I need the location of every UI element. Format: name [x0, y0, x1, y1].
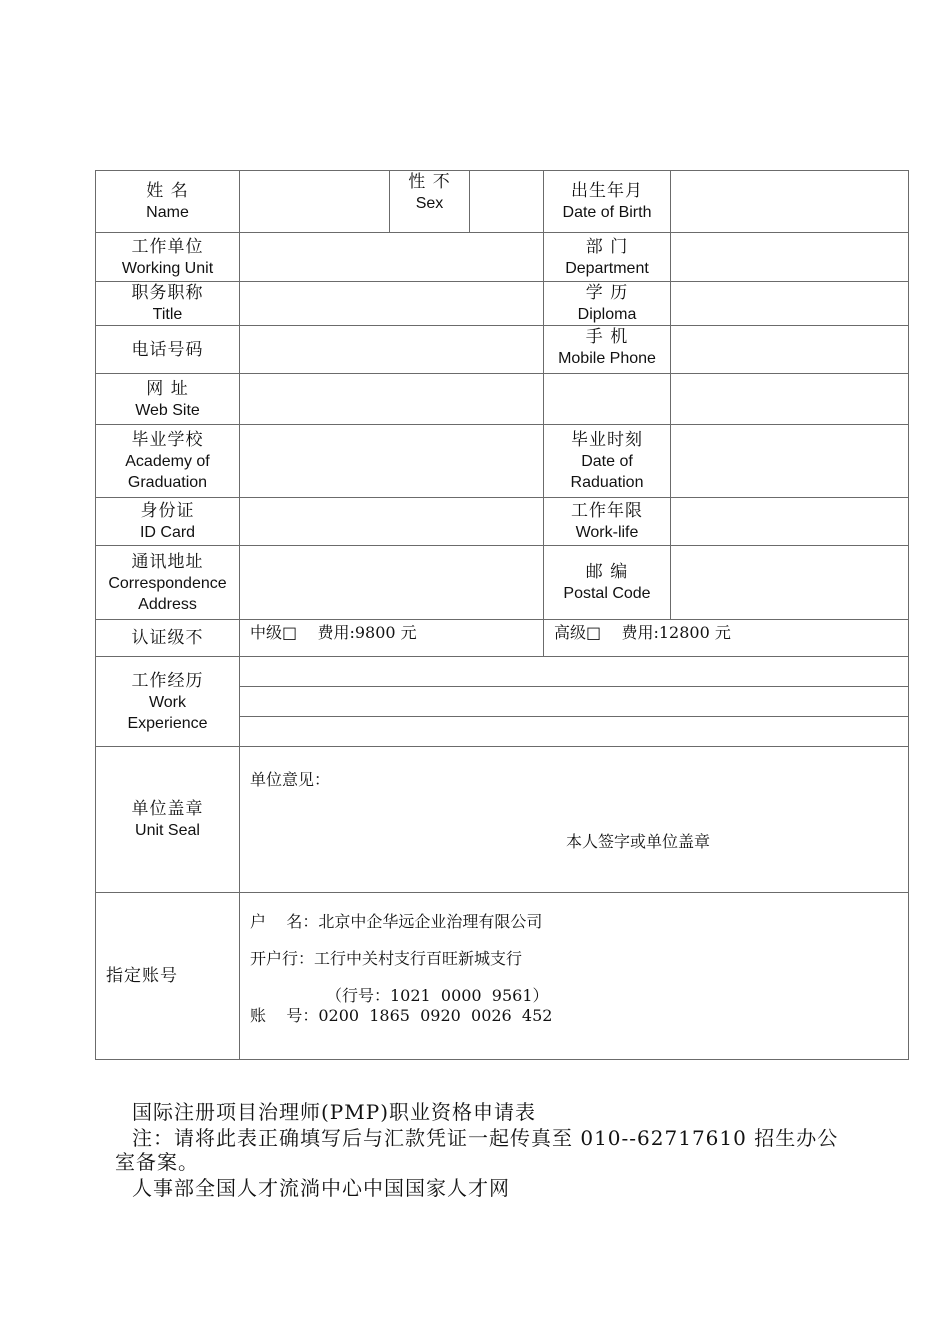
worklife-label-cn: 工作年限: [571, 501, 643, 521]
mobile-label-cn: 手 机: [585, 327, 629, 347]
web-label-cn: 网 址: [146, 378, 189, 399]
phone-field[interactable]: [239, 325, 544, 374]
id-label-cn: 身份证: [140, 501, 195, 521]
postal-label-cn: 邮 编: [585, 562, 629, 582]
grad-date-label-en-2: Raduation: [570, 474, 644, 491]
seal-opinion-label: 单位意见：: [250, 770, 331, 789]
exp-label-en-2: Experience: [127, 714, 208, 732]
account-bank-number: （行号：1021 0000 9561）: [326, 986, 549, 1005]
seal-label: [95, 746, 240, 893]
dept-label: [543, 232, 671, 282]
name-label-en: Name: [146, 204, 189, 221]
dob-label-en: Date of Birth: [562, 204, 652, 221]
unit-field[interactable]: [239, 232, 544, 282]
fax-instruction-note: 注：请将此表正确填写后与汇款凭证一起传真至 010--62717610 招生办公: [132, 1126, 839, 1150]
phone-label-cn: 电话号码: [131, 339, 204, 360]
grad-date-label: [543, 424, 671, 498]
seal-opinion-area[interactable]: [239, 746, 909, 893]
exp-line-2[interactable]: [239, 686, 909, 717]
address-field[interactable]: [239, 545, 544, 620]
exp-label-cn: 工作经历: [131, 670, 204, 691]
account-label-cn: 指定账号: [106, 966, 178, 986]
dob-field[interactable]: [670, 170, 909, 233]
account-holder: 户 名：北京中企华远企业治理有限公司: [250, 912, 543, 931]
id-field[interactable]: [239, 497, 544, 546]
cert-high-option[interactable]: [543, 619, 909, 657]
dob-label: [543, 170, 671, 233]
id-label: [95, 497, 240, 546]
seal-label-en: Unit Seal: [135, 822, 200, 839]
cert-label-cn: 认证级不: [131, 628, 204, 648]
sex-field[interactable]: [469, 170, 544, 233]
grad-date-field[interactable]: [670, 424, 909, 498]
cert-mid-text: 中级□ 费用:9800 元: [250, 623, 417, 642]
postal-label-en: Postal Code: [563, 585, 651, 602]
unit-label-en: Working Unit: [121, 259, 214, 277]
grad-date-label-cn: 毕业时刻: [571, 430, 643, 450]
school-label-cn: 毕业学校: [131, 430, 204, 450]
title-field[interactable]: [239, 281, 544, 326]
school-label: [95, 424, 240, 498]
diploma-field[interactable]: [670, 281, 909, 326]
worklife-label: [543, 497, 671, 546]
exp-line-1[interactable]: [239, 656, 909, 687]
sex-label-en: Sex: [415, 195, 444, 212]
postal-field[interactable]: [670, 545, 909, 620]
exp-label: [95, 656, 240, 747]
sex-label-cn: 性 不: [408, 172, 451, 192]
mobile-label: [543, 325, 671, 374]
dob-label-cn: 出生年月: [571, 181, 643, 201]
address-label-en: Correspondence: [108, 574, 227, 592]
form-title-note: 国际注册项目治理师(PMP)职业资格申请表: [132, 1100, 536, 1124]
school-label-en: Academy of: [125, 453, 210, 470]
id-label-en: ID Card: [139, 524, 196, 541]
issuer-note: 人事部全国人才流淌中心中国国家人才网: [132, 1176, 510, 1200]
seal-label-cn: 单位盖章: [131, 799, 204, 819]
diploma-label: [543, 281, 671, 326]
phone-label: [95, 325, 240, 374]
school-label-en-2: Graduation: [127, 474, 208, 491]
dept-label-en: Department: [565, 259, 649, 277]
mobile-field[interactable]: [670, 325, 909, 374]
web-extra-field-2[interactable]: [670, 373, 909, 425]
title-label-en: Title: [152, 306, 183, 323]
diploma-label-en: Diploma: [577, 306, 637, 323]
web-field[interactable]: [239, 373, 544, 425]
dept-label-cn: 部 门: [585, 236, 629, 257]
account-number: 账 号：0200 1865 0920 0026 452: [250, 1006, 553, 1025]
cert-high-text: 高级□ 费用:12800 元: [554, 623, 731, 642]
name-label-cn: 姓 名: [146, 181, 189, 201]
address-label-cn: 通讯地址: [131, 551, 204, 572]
diploma-label-cn: 学 历: [585, 283, 629, 303]
web-label-en: Web Site: [135, 401, 200, 419]
title-label-cn: 职务职称: [131, 283, 204, 303]
application-form: [95, 170, 909, 1060]
address-label-en-2: Address: [138, 595, 197, 613]
grad-date-label-en: Date of: [581, 453, 633, 470]
name-field[interactable]: [239, 170, 390, 233]
postal-label: [543, 545, 671, 620]
account-bank: 开户行：工行中关村支行百旺新城支行: [250, 949, 523, 968]
worklife-label-en: Work-life: [575, 524, 639, 541]
account-details: [239, 892, 909, 1060]
name-label: [95, 170, 240, 233]
cert-mid-option[interactable]: [239, 619, 544, 657]
sex-label: [389, 170, 470, 233]
fax-instruction-note-cont: 室备案。: [115, 1150, 199, 1174]
web-extra-field[interactable]: [543, 373, 671, 425]
web-label: [95, 373, 240, 425]
title-label: [95, 281, 240, 326]
school-field[interactable]: [239, 424, 544, 498]
unit-label: [95, 232, 240, 282]
account-label: [95, 892, 240, 1060]
exp-line-3[interactable]: [239, 716, 909, 747]
dept-field[interactable]: [670, 232, 909, 282]
worklife-field[interactable]: [670, 497, 909, 546]
address-label: [95, 545, 240, 620]
cert-label: [95, 619, 240, 657]
seal-sign-label: 本人签字或单位盖章: [566, 832, 711, 851]
exp-label-en: Work: [148, 693, 187, 711]
unit-label-cn: 工作单位: [131, 236, 204, 257]
mobile-label-en: Mobile Phone: [558, 350, 656, 367]
